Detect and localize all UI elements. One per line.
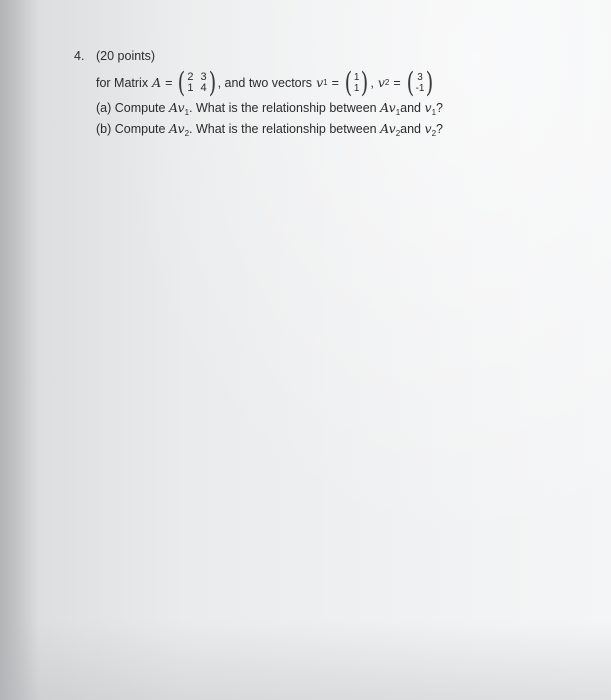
left-paren: ( (178, 66, 186, 99)
vector-entry: 1 (353, 83, 360, 94)
equals-sign: = (331, 76, 339, 90)
bottom-shadow (0, 620, 611, 700)
part-a (96, 100, 443, 121)
matrix-name: A (152, 75, 162, 90)
part-b-expr-sub: 2 (184, 129, 190, 138)
vector-entry: 3 (417, 72, 423, 83)
vector-v1 (354, 72, 360, 94)
intro-text: for Matrix (96, 76, 149, 90)
v2-name: v (377, 75, 385, 90)
comma: , (370, 76, 374, 90)
part-a-and: and (400, 101, 422, 115)
part-b-label: (b) Compute (96, 122, 166, 136)
part-a-rel-expr: Av (380, 100, 396, 115)
equals-sign: = (393, 76, 401, 90)
matrix-cell: 3 (200, 71, 207, 83)
right-paren: ) (426, 66, 434, 99)
part-b-vec: v (424, 121, 432, 136)
equals-sign: = (165, 76, 173, 90)
matrix-cell: 2 (187, 71, 194, 83)
connector-text: , and two vectors (217, 76, 313, 90)
part-a-expr: Av (168, 100, 185, 115)
part-b-expr: Av (168, 121, 185, 136)
part-a-end: ? (436, 101, 443, 115)
part-a-label: (a) Compute (96, 101, 166, 115)
part-b-vec-sub: 2 (431, 129, 437, 138)
part-a-text: . What is the relationship between (189, 101, 377, 115)
part-a-expr-sub: 1 (184, 108, 190, 117)
part-a-rel-sub: 1 (395, 108, 401, 117)
v1-name: v (316, 75, 324, 90)
question-statement (96, 66, 435, 99)
v1-sub: 1 (323, 78, 328, 87)
left-shadow (0, 0, 40, 700)
vector-entry: 1 (353, 72, 360, 83)
part-b-text: . What is the relationship between (189, 122, 377, 136)
matrix-cell: 4 (200, 82, 207, 94)
vector-v2 (416, 72, 425, 94)
matrix-cell: 1 (187, 82, 194, 94)
part-a-vec-sub: 1 (431, 108, 437, 117)
part-a-vec: v (424, 100, 432, 115)
right-paren: ) (361, 66, 369, 99)
v2-sub: 2 (384, 78, 390, 87)
left-paren: ( (406, 66, 414, 99)
right-paren: ) (208, 66, 216, 99)
part-b-rel-expr: Av (380, 121, 396, 136)
left-paren: ( (344, 66, 353, 99)
question-points: (20 points) (96, 49, 156, 63)
vector-entry: -1 (415, 83, 425, 94)
part-b (96, 121, 443, 142)
part-b-rel-sub: 2 (395, 129, 401, 138)
matrix-a (187, 72, 206, 94)
part-b-and: and (400, 122, 422, 136)
question-number: 4. (74, 49, 85, 63)
part-b-end: ? (436, 122, 443, 136)
